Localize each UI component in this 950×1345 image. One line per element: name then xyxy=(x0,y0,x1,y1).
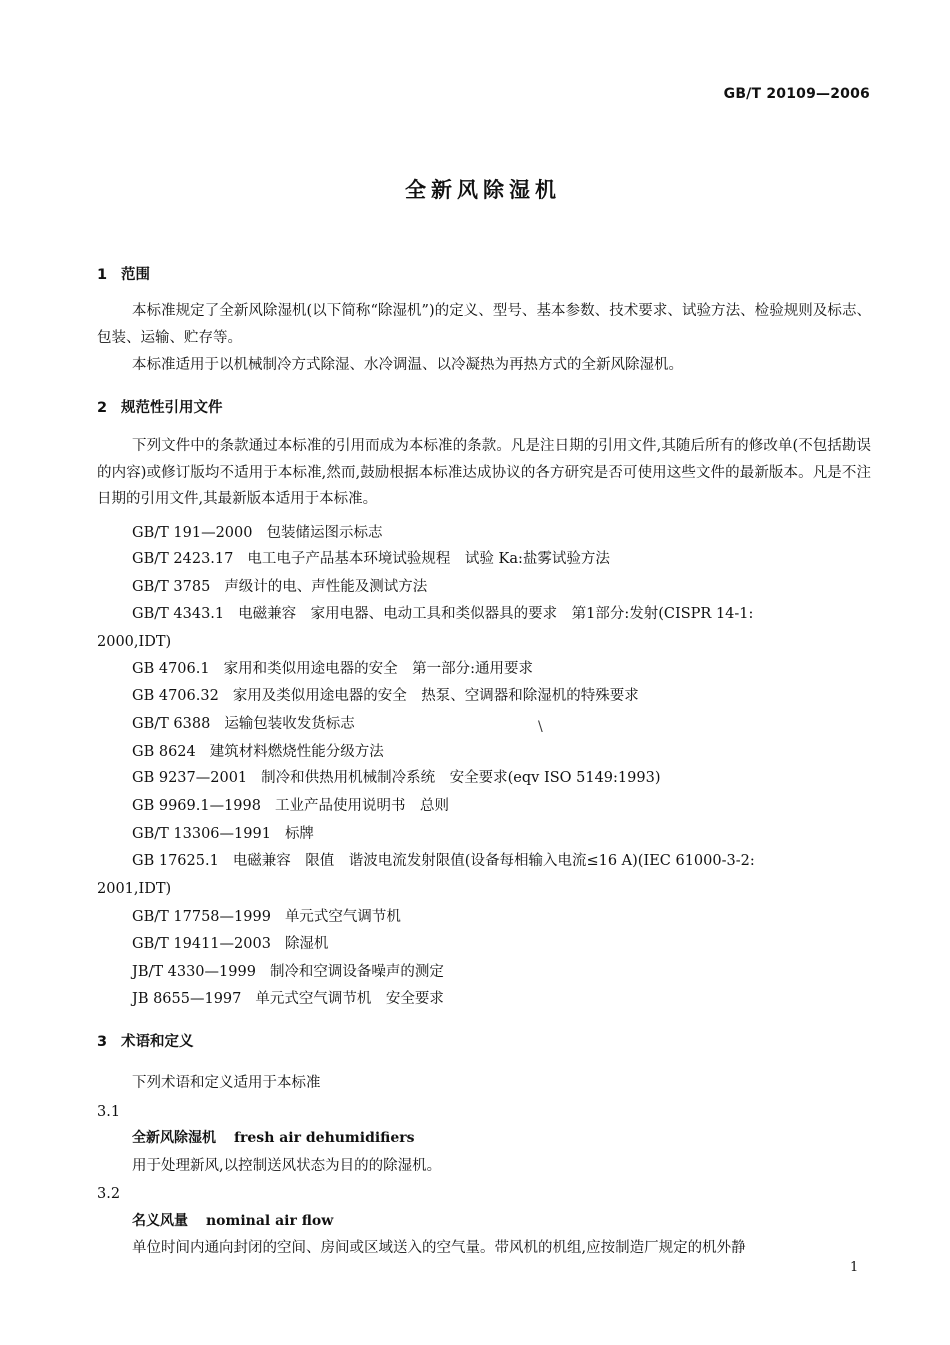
section-1-paragraph-1: 本标准规定了全新风除湿机(以下简称“除湿机”)的定义、型号、基本参数、技术要求、试验方法、检验规则及标志、包装、运输、贮存等。 xyxy=(97,303,871,346)
reference-code: GB/T 19411—2003 xyxy=(132,936,271,952)
reference-code: GB/T 6388 xyxy=(132,716,211,732)
reference-code: GB 9969.1—1998 xyxy=(132,798,261,814)
reference-item xyxy=(132,741,384,763)
reference-code: GB/T 4343.1 xyxy=(132,606,225,622)
reference-item xyxy=(132,603,753,625)
reference-code: GB/T 13306—1991 xyxy=(132,826,271,842)
reference-item xyxy=(132,850,755,872)
section-title: 范围 xyxy=(121,267,150,283)
reference-title: 电工电子产品基本环境试验规程 试验 Ka:盐雾试验方法 xyxy=(247,551,610,567)
reference-title: 声级计的电、声性能及测试方法 xyxy=(224,579,428,595)
reference-title: 单元式空气调节机 xyxy=(284,909,401,925)
reference-title: 运输包装收发货标志 xyxy=(224,716,355,732)
reference-item xyxy=(132,988,444,1010)
reference-title: 标牌 xyxy=(284,826,314,842)
section-title: 术语和定义 xyxy=(121,1034,194,1050)
reference-title: 电磁兼容 限值 谐波电流发射限值(设备每相输入电流≤16 A)(IEC 61000-3-2: xyxy=(232,853,755,869)
reference-continuation: 2001,IDT) xyxy=(97,881,172,897)
section-2-heading xyxy=(97,398,223,418)
reference-code: GB 4706.1 xyxy=(132,661,210,677)
reference-code: GB/T 17758—1999 xyxy=(132,909,271,925)
term-definition: 用于处理新风,以控制送风状态为目的的除湿机。 xyxy=(132,1158,442,1174)
reference-title: 工业产品使用说明书 总则 xyxy=(275,798,449,814)
document-title: 全新风除湿机 xyxy=(405,178,561,202)
reference-item xyxy=(132,522,382,544)
section-number: 1 xyxy=(97,267,108,283)
term-english: nominal air flow xyxy=(206,1213,334,1229)
term-english: fresh air dehumidifiers xyxy=(234,1130,415,1146)
reference-title: 建筑材料燃烧性能分级方法 xyxy=(209,744,384,760)
reference-code: GB/T 2423.17 xyxy=(132,551,234,567)
reference-item xyxy=(132,548,610,570)
reference-item xyxy=(132,795,449,817)
section-3-intro: 下列术语和定义适用于本标准 xyxy=(132,1075,321,1091)
term-heading xyxy=(132,1127,415,1149)
reference-title: 除湿机 xyxy=(284,936,329,952)
reference-title: 制冷和空调设备噪声的测定 xyxy=(269,964,444,980)
term-chinese: 全新风除湿机 xyxy=(132,1130,216,1146)
section-number: 2 xyxy=(97,400,108,416)
reference-item xyxy=(132,823,314,845)
reference-title: 包装储运图示标志 xyxy=(266,525,383,541)
stray-mark: \ xyxy=(538,719,543,735)
reference-item xyxy=(132,713,355,735)
reference-item xyxy=(132,658,533,680)
reference-item xyxy=(132,576,427,598)
reference-title: 电磁兼容 家用电器、电动工具和类似器具的要求 第1部分:发射(CISPR 14-1: xyxy=(238,606,754,622)
reference-item xyxy=(132,685,639,707)
page-number: 1 xyxy=(850,1260,859,1275)
section-3-heading xyxy=(97,1032,194,1052)
reference-code: GB/T 191—2000 xyxy=(132,525,253,541)
reference-title: 单元式空气调节机 安全要求 xyxy=(255,991,444,1007)
reference-code: GB 17625.1 xyxy=(132,853,219,869)
section-1-heading xyxy=(97,265,150,285)
reference-code: GB 4706.32 xyxy=(132,688,219,704)
term-heading xyxy=(132,1210,333,1232)
reference-item xyxy=(132,961,444,983)
section-2-intro: 下列文件中的条款通过本标准的引用而成为本标准的条款。凡是注日期的引用文件,其随后所有的修改单(不包括勘误的内容)或修订版均不适用于本标准,然而,鼓励根据本标准达成协议的各方研究是否可使用这些文件的最新版本。凡是不注日期的引用文件,其最新版本适用于本标准。 xyxy=(97,438,871,507)
term-chinese: 名义风量 xyxy=(132,1213,188,1229)
section-title: 规范性引用文件 xyxy=(121,400,223,416)
reference-title: 家用和类似用途电器的安全 第一部分:通用要求 xyxy=(223,661,533,677)
reference-code: JB/T 4330—1999 xyxy=(132,964,256,980)
reference-item xyxy=(132,767,660,789)
reference-item xyxy=(132,906,401,928)
reference-continuation: 2000,IDT) xyxy=(97,634,172,650)
standard-code: GB/T 20109—2006 xyxy=(723,86,870,102)
reference-item xyxy=(132,933,328,955)
term-number: 3.1 xyxy=(97,1104,121,1120)
reference-code: GB 8624 xyxy=(132,744,196,760)
section-1-paragraph-2: 本标准适用于以机械制冷方式除湿、水冷调温、以冷凝热为再热方式的全新风除湿机。 xyxy=(132,357,683,373)
reference-code: GB/T 3785 xyxy=(132,579,211,595)
section-number: 3 xyxy=(97,1034,108,1050)
term-definition: 单位时间内通向封闭的空间、房间或区域送入的空气量。带风机的机组,应按制造厂规定的机外静 xyxy=(132,1240,746,1256)
reference-title: 制冷和供热用机械制冷系统 安全要求(eqv ISO 5149:1993) xyxy=(261,770,661,786)
reference-code: JB 8655—1997 xyxy=(132,991,242,1007)
reference-title: 家用及类似用途电器的安全 热泵、空调器和除湿机的特殊要求 xyxy=(232,688,639,704)
term-number: 3.2 xyxy=(97,1186,121,1202)
reference-code: GB 9237—2001 xyxy=(132,770,248,786)
